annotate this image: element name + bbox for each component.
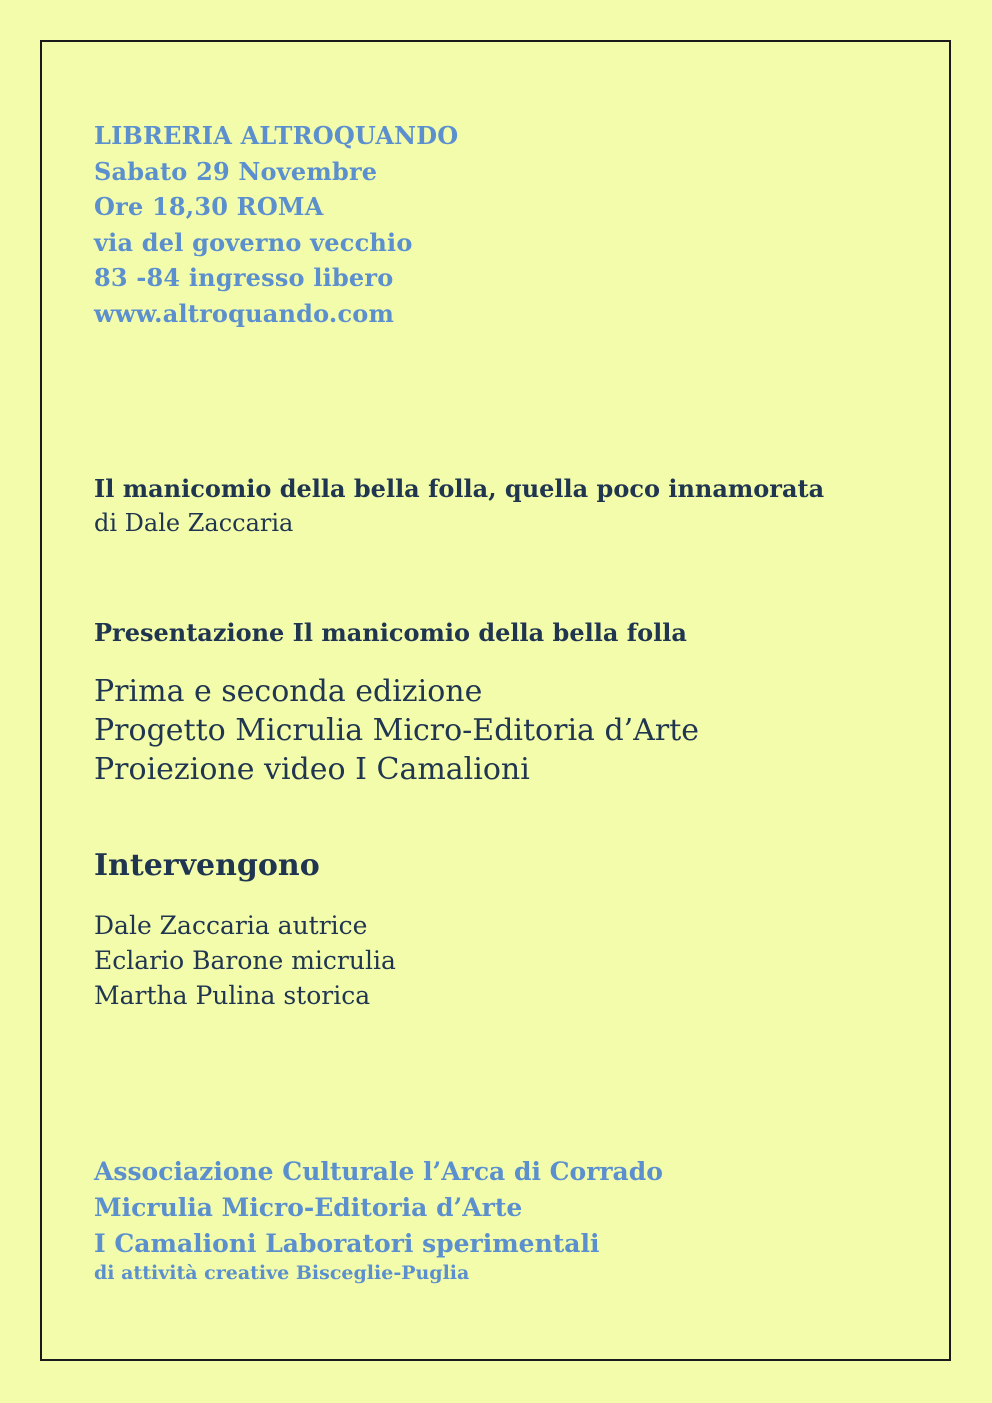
venue-website: www.altroquando.com: [94, 298, 395, 328]
presentation-item: Proiezione video I Camalioni: [94, 752, 530, 787]
organizer-line: I Camalioni Laboratori sperimentali: [94, 1229, 600, 1258]
venue-name: LIBRERIA ALTROQUANDO: [94, 121, 459, 150]
speaker-item: Dale Zaccaria autrice: [94, 911, 368, 940]
speakers-heading-text: Intervengono: [94, 848, 320, 883]
organizers-note-text: di attività creative Bisceglie-Puglia: [94, 1262, 470, 1284]
presentation-item: Progetto Micrulia Micro-Editoria d’Arte: [94, 713, 700, 748]
speaker-item: Martha Pulina storica: [94, 981, 371, 1010]
event-date: Sabato 29 Novembre: [94, 156, 378, 186]
event-time-city: Ore 18,30 ROMA: [94, 192, 324, 221]
venue-street: via del governo vecchio: [94, 227, 413, 257]
speaker-item: Eclario Barone micrulia: [94, 946, 396, 975]
book-author: di Dale Zaccaria: [94, 509, 294, 537]
organizers: [94, 1154, 663, 1262]
book-title: Il manicomio della bella folla, quella poco innamorata: [94, 474, 825, 503]
speakers-heading: [94, 846, 320, 886]
venue-info: [94, 118, 458, 331]
presentation-list: [94, 672, 699, 789]
venue-number-entry: 83 -84 ingresso libero: [94, 263, 394, 292]
organizers-note: [94, 1260, 469, 1286]
speakers-list: [94, 908, 396, 1013]
presentation-heading-text: Presentazione Il manicomio della bella folla: [94, 618, 687, 647]
presentation-item: Prima e seconda edizione: [94, 674, 483, 709]
presentation-heading: [94, 616, 687, 650]
organizer-line: Micrulia Micro-Editoria d’Arte: [94, 1193, 523, 1222]
organizer-line: Associazione Culturale l’Arca di Corrado: [94, 1157, 663, 1186]
book-info: [94, 472, 824, 540]
